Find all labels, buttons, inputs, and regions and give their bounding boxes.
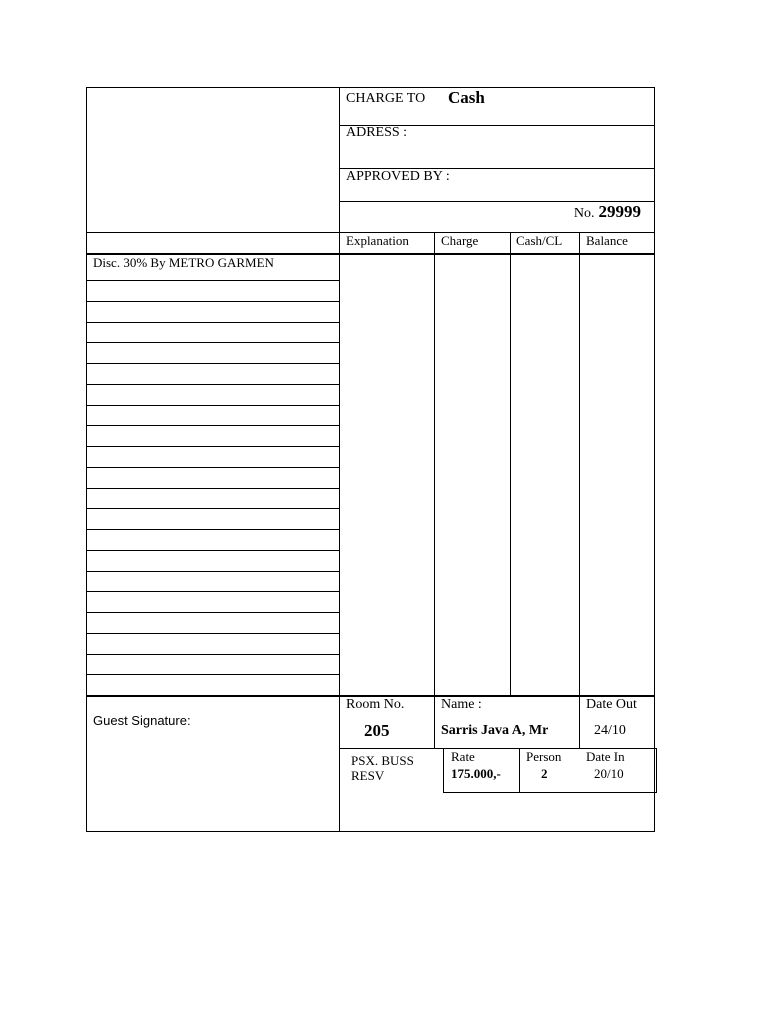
date-out-label: Date Out — [586, 697, 637, 712]
guest-name-value: Sarris Java A, Mr — [441, 723, 549, 738]
line-item-rule — [86, 301, 339, 302]
col-cash-cl: Cash/CL — [516, 233, 563, 248]
col-explanation: Explanation — [346, 233, 409, 248]
line-item-rule — [86, 384, 339, 385]
bill-number-label: No. — [573, 206, 595, 221]
name-label: Name : — [441, 697, 482, 712]
col-divider-cash — [510, 232, 511, 695]
line-item-rule — [86, 446, 339, 447]
col-divider-balance — [579, 232, 580, 748]
line-item-rule — [86, 488, 339, 489]
line-item-rule — [86, 467, 339, 468]
form-center-divider — [339, 87, 340, 832]
address-label: ADRESS : — [346, 125, 408, 140]
rate-value: 175.000,- — [451, 766, 501, 781]
line-item-rule — [86, 425, 339, 426]
col-balance: Balance — [586, 233, 628, 248]
line-item-rule — [86, 280, 339, 281]
line-item-rule — [86, 612, 339, 613]
line-item-rule — [86, 322, 339, 323]
segment-line-2: RESV — [351, 768, 385, 783]
rate-person-divider — [519, 748, 520, 793]
line-item-1: Disc. 30% By METRO GARMEN — [93, 255, 274, 270]
approved-by-label: APPROVED BY : — [346, 169, 450, 184]
date-in-label: Date In — [586, 749, 625, 764]
line-item-rule — [86, 654, 339, 655]
guest-signature-label: Guest Signature: — [93, 713, 191, 728]
charge-to-value: Cash — [448, 88, 485, 107]
line-item-rule — [86, 633, 339, 634]
person-value: 2 — [541, 766, 548, 781]
room-no-label: Room No. — [346, 697, 405, 712]
line-item-rule — [86, 550, 339, 551]
bill-number-value: 29999 — [598, 202, 641, 221]
line-item-rule — [86, 342, 339, 343]
footer-name-divider — [434, 695, 435, 748]
col-charge: Charge — [441, 233, 479, 248]
bill-number — [520, 202, 641, 222]
line-item-rule — [86, 591, 339, 592]
rate-label: Rate — [451, 749, 475, 764]
date-out-value: 24/10 — [594, 723, 626, 738]
line-item-rule — [86, 363, 339, 364]
line-item-rule — [86, 529, 339, 530]
line-item-rule — [86, 508, 339, 509]
line-item-rule — [86, 674, 339, 675]
line-item-rule — [86, 571, 339, 572]
date-in-value: 20/10 — [594, 766, 624, 781]
line-item-rule — [86, 405, 339, 406]
col-divider-charge — [434, 232, 435, 695]
charge-to-label: CHARGE TO — [346, 91, 426, 106]
segment-line-1: PSX. BUSS — [351, 753, 414, 768]
person-label: Person — [526, 749, 562, 764]
room-no-value: 205 — [364, 721, 390, 740]
